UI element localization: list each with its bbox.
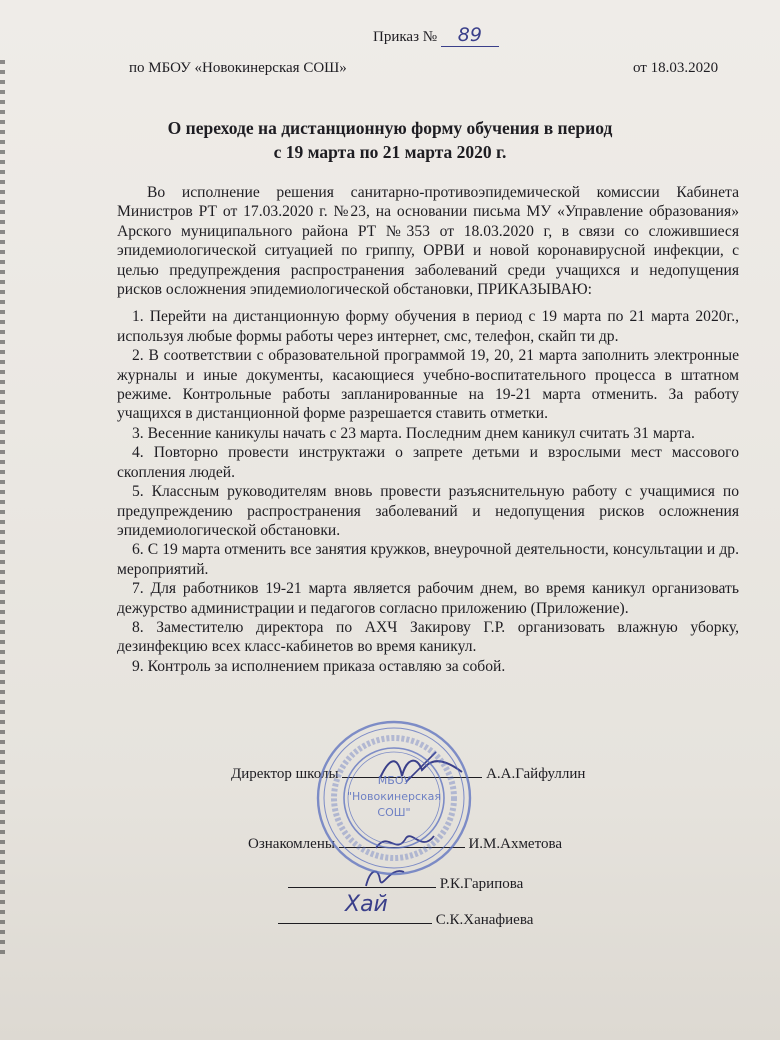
document-body — [117, 183, 739, 676]
title-line-2: с 19 марта по 21 марта 2020 г. — [273, 142, 507, 162]
organization-name: по МБОУ «Новокинерская СОШ» — [129, 60, 347, 76]
order-item: 2. В соответствии с образовательной программой 19, 20, 21 марта заполнить электронные журналы и иные документы, касающиеся учебно-воспитательного процесса в штатном режиме. Контрольные работы запланированные на 19-21 марта отменить. За работу учащихся в дистанционной форме разрешается ставить отметки. — [117, 347, 739, 423]
order-item: 8. Заместителю директора по АХЧ Закирову Г.Р. организовать влажную уборку, дезинфекцию всех класс-кабинетов во время каникул. — [117, 618, 739, 656]
stamp-line-3: СОШ" — [377, 806, 411, 819]
stamp-line-2: "Новокинерская — [346, 790, 442, 803]
stamp-line-1: МБОУ — [377, 774, 411, 787]
signature-line-3 — [278, 923, 432, 924]
order-label: Приказ № — [373, 29, 438, 45]
title-line-1: О переходе на дистанционную форму обучения в период — [167, 118, 613, 138]
binding-edge — [0, 60, 5, 960]
order-date: от 18.03.2020 — [633, 60, 719, 76]
order-item: 1. Перейти на дистанционную форму обучения в период с 19 марта по 21 марта 2020г., используя любые формы работы через интернет, смс, телефон, скайп ти др. — [117, 308, 739, 345]
acknowledged-name-3: С.К.Ханафиева — [435, 912, 534, 928]
acknowledged-row-3 — [278, 912, 533, 929]
order-item: 4. Повторно провести инструктажи о запрете детьми и взрослыми мест массового скопления людей. — [117, 444, 739, 481]
order-item: 5. Классным руководителям вновь провести разъяснительную работу с учащимися по предупреждению распространения заболеваний и недопущения рисков осложнения эпидемиологической обстановки. — [117, 483, 739, 539]
acknowledged-name-1: И.М.Ахметова — [468, 836, 562, 852]
director-name: А.А.Гайфуллин — [486, 766, 586, 782]
signature-hanafieva: Хай — [345, 892, 388, 917]
acknowledged-label: Ознакомлены — [248, 836, 335, 852]
order-items-list — [117, 307, 739, 676]
document-title — [0, 116, 780, 164]
order-item: 6. С 19 марта отменить все занятия кружков, внеурочной деятельности, консультации и др. мероприятий. — [117, 541, 739, 578]
order-item: 9. Контроль за исполнением приказа оставляю за собой. — [132, 657, 506, 675]
order-number: 89 — [457, 24, 482, 46]
acknowledged-name-2: Р.К.Гарипова — [439, 876, 524, 892]
order-number-line — [373, 24, 499, 47]
school-stamp-seal — [314, 718, 474, 878]
order-item: 7. Для работников 19-21 марта является рабочим днем, во время каникул организовать дежурство администрации и педагогов согласно приложению (Приложение). — [117, 580, 739, 617]
preamble-paragraph: Во исполнение решения санитарно-противоэпидемической комиссии Кабинета Министров РТ от 17.03.2020 г. №23, на основании письма МУ «Управление образования» Арского муниципального района РТ №353 от 18.03.2020 г, в связи со сложившиеся эпидемиологической ситуацией по гриппу, ОРВИ и новой коронавирусной инфекции, с целью предупреждения распространения заболеваний среди учащихся и недопущения рисков осложнения эпидемиологической обстановки, ПРИКАЗЫВАЮ: — [117, 184, 739, 299]
director-label: Директор школы — [231, 766, 339, 782]
order-item: 3. Весенние каникулы начать с 23 марта. Последним днем каникул считать 31 марта. — [132, 424, 695, 442]
